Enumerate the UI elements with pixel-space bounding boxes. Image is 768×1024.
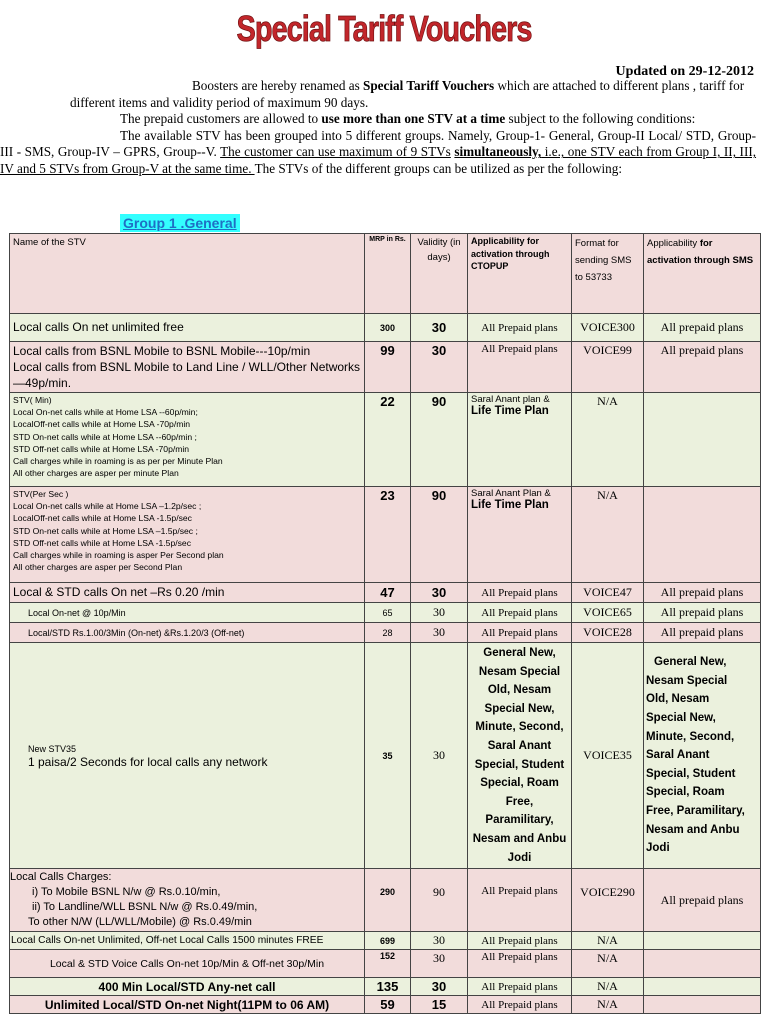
stv-validity: 30 (411, 314, 468, 342)
stv-name-line: STD On-net calls while at Home LSA –1.5p/sec ; (13, 525, 198, 536)
table-row (10, 950, 761, 978)
stv-format: N/A (572, 978, 644, 996)
stv-sms (644, 996, 761, 1014)
stv-format: N/A (572, 950, 644, 978)
stv-name-line: Call charges while in roaming is as per per Minute Plan (13, 456, 223, 467)
stv-ctopup-line: Saral Anant plan & (471, 394, 550, 405)
stv-sms: All prepaid plans (644, 342, 761, 393)
stv-format: N/A (572, 487, 644, 583)
stv-validity: 90 (411, 869, 468, 932)
stv-sms-line: Special New, (646, 712, 716, 725)
stv-name (10, 487, 365, 583)
header-sms-text: Applicability (647, 238, 700, 249)
stv-ctopup-line: Life Time Plan (471, 405, 549, 417)
stv-sms: All prepaid plans (644, 603, 761, 623)
header-format: Format for sending SMS to 53733 (572, 234, 644, 314)
table-row (10, 869, 761, 932)
stv-format: VOICE290 (572, 869, 644, 932)
intro-paragraph-1 (0, 78, 756, 111)
header-name: Name of the STV (10, 234, 365, 314)
stv-validity: 15 (411, 996, 468, 1014)
stv-name-line: Local On-net calls while at Home LSA –1.2p/sec ; (13, 501, 202, 512)
intro-paragraph-3 (0, 128, 756, 178)
stv-ctopup-line: Saral Anant (487, 739, 552, 752)
intro-text-span: subject to the following conditions: (505, 111, 696, 127)
stv-ctopup: All Prepaid plans (468, 314, 572, 342)
stv-name-line: ii) To Landline/WLL BSNL N/w @ Rs.0.49/min, (32, 901, 258, 914)
stv-mrp: 99 (365, 342, 411, 393)
stv-sms: All prepaid plans (644, 583, 761, 603)
stv-validity: 30 (411, 643, 468, 869)
stv-ctopup-line: General New, (483, 647, 556, 659)
intro-text-span: The STVs of the different groups can be utilized as per the following: (254, 160, 623, 176)
stv-name-line: STD On-net calls while at Home LSA --60p/min ; (13, 431, 197, 442)
header-sms (644, 234, 761, 314)
stv-ctopup-line: Free, (505, 795, 534, 808)
stv-table (9, 233, 761, 1014)
stv-mrp: 135 (365, 978, 411, 996)
stv-ctopup: All Prepaid plans (468, 603, 572, 623)
stv-sms-line: Saral Anant (646, 749, 710, 762)
stv-format: VOICE28 (572, 623, 644, 643)
table-row (10, 932, 761, 950)
stv-name (10, 869, 365, 932)
stv-name-line: Local On-net calls while at Home LSA --60p/min; (13, 407, 198, 418)
intro-underlined-span: i.e., one STV each from Group I, II, III, IV and 5 STVs from Group-V at the same time. (0, 144, 757, 176)
stv-sms-line: Special, Roam (646, 786, 725, 799)
stv-name-line: To other N/W (LL/WLL/Mobile) @ Rs.0.49/min (28, 916, 252, 929)
stv-name-line: 1 paisa/2 Seconds for local calls any network (28, 754, 268, 769)
stv-mrp: 35 (365, 643, 411, 869)
stv-name-line: STD Off-net calls while at Home LSA -70p/min (13, 443, 190, 454)
intro-bold-span: Special Tariff Vouchers (363, 78, 495, 93)
stv-name: Local On-net @ 10p/Min (10, 603, 365, 623)
stv-format: VOICE300 (572, 314, 644, 342)
stv-validity: 90 (411, 487, 468, 583)
stv-validity: 30 (411, 603, 468, 623)
stv-name-line: Local calls from BSNL Mobile to Land Line / WLL/Other Networks—49p/min. (13, 360, 361, 390)
stv-ctopup: All Prepaid plans (468, 583, 572, 603)
stv-validity: 30 (411, 623, 468, 643)
intro-text (0, 78, 756, 178)
table-row (10, 643, 761, 869)
stv-validity: 30 (411, 342, 468, 393)
table-row (10, 623, 761, 643)
stv-name-line: All other charges are asper per Second Plan (13, 562, 183, 573)
stv-format: VOICE35 (572, 643, 644, 869)
stv-ctopup: All Prepaid plans (468, 978, 572, 996)
stv-ctopup (468, 643, 572, 869)
stv-name (10, 342, 365, 393)
stv-ctopup-line: Nesam Special (478, 665, 561, 678)
stv-sms (644, 643, 761, 869)
stv-ctopup-line: Nesam and Anbu (472, 832, 567, 845)
stv-sms: All prepaid plans (644, 869, 761, 932)
intro-bold-span: use more than one STV at a time (321, 111, 506, 127)
stv-ctopup-line: Saral Anant Plan & (471, 488, 551, 499)
stv-mrp: 23 (365, 487, 411, 583)
stv-name: Local & STD calls On net –Rs 0.20 /min (10, 583, 365, 603)
stv-ctopup (468, 487, 572, 583)
stv-ctopup-line: Special, Student (474, 758, 565, 771)
stv-sms (644, 393, 761, 487)
stv-mrp: 59 (365, 996, 411, 1014)
stv-format: N/A (572, 996, 644, 1014)
stv-name: Local calls On net unlimited free (10, 314, 365, 342)
stv-mrp: 290 (365, 869, 411, 932)
stv-name-line: LocalOff-net calls while at Home LSA -1.5p/sec (13, 513, 192, 524)
table-row (10, 314, 761, 342)
intro-text-span: The prepaid customers are allowed to (120, 111, 322, 127)
stv-name-line: Call charges while in roaming is asper Per Second plan (13, 550, 224, 561)
header-ctopup: Applicability for activation through CTOPUP (468, 234, 572, 314)
stv-sms (644, 950, 761, 978)
header-validity: Validity (in days) (411, 234, 468, 314)
table-row (10, 603, 761, 623)
stv-ctopup-line: Special, Roam (480, 777, 559, 790)
header-sms-bold: for activation through SMS (647, 238, 754, 266)
stv-name-line: All other charges are asper per minute Plan (13, 468, 179, 479)
stv-name-line: i) To Mobile BSNL N/w @ Rs.0.10/min, (32, 886, 221, 899)
group-heading: Group 1 .General (120, 214, 240, 232)
stv-name-line: Local Calls Charges: (10, 871, 112, 884)
stv-sms (644, 978, 761, 996)
stv-ctopup: All Prepaid plans (468, 932, 572, 950)
stv-validity: 30 (411, 950, 468, 978)
table-row (10, 393, 761, 487)
stv-mrp: 28 (365, 623, 411, 643)
table-header-row (10, 234, 761, 314)
stv-validity: 90 (411, 393, 468, 487)
intro-text-span: The available STV has been grouped into 5 different groups. Namely, Group-1- General, Group-II Local/ STD, Group-III - SMS, Group-IV – GPRS, Group--V. (0, 127, 756, 160)
stv-mrp: 152 (365, 950, 411, 978)
intro-bold-span: simultaneously, (454, 144, 542, 160)
stv-ctopup-line: Minute, Second, (475, 721, 564, 734)
stv-ctopup: All Prepaid plans (468, 342, 572, 393)
stv-ctopup-line: Special New, (484, 702, 555, 715)
stv-ctopup-line: Paramilitary, (485, 814, 554, 827)
intro-underlined-span: The customer can use maximum of 9 STVs (220, 144, 451, 160)
stv-sms-line: Free, Paramilitary, (646, 805, 745, 818)
stv-ctopup (468, 393, 572, 487)
stv-name-line: STD Off-net calls while at Home LSA -1.5p/sec (13, 537, 191, 548)
stv-ctopup-line: Jodi (507, 851, 532, 864)
updated-date: Updated on 29-12-2012 (615, 64, 754, 79)
stv-name-line: New STV35 (28, 743, 77, 754)
stv-format: VOICE99 (572, 342, 644, 393)
stv-mrp: 22 (365, 393, 411, 487)
stv-sms-line: Minute, Second, (646, 730, 735, 743)
stv-validity: 30 (411, 978, 468, 996)
stv-validity: 30 (411, 583, 468, 603)
stv-name-line: STV( Min) (13, 395, 52, 405)
stv-name: Unlimited Local/STD On-net Night(11PM to 06 AM) (10, 996, 365, 1014)
stv-sms (644, 932, 761, 950)
stv-ctopup: All Prepaid plans (468, 996, 572, 1014)
intro-text-span: different items and validity period of maximum 90 days. (70, 94, 369, 110)
page-title: Special Tariff Vouchers (236, 9, 532, 50)
stv-name-line: LocalOff-net calls while at Home LSA -70p/min (13, 419, 191, 430)
stv-name: Local & STD Voice Calls On-net 10p/Min & Off-net 30p/Min (10, 950, 365, 978)
table-row (10, 487, 761, 583)
stv-sms-line: Jodi (646, 842, 670, 855)
intro-paragraph-2 (0, 111, 756, 128)
table-row (10, 583, 761, 603)
intro-text-span: which are attached to different plans , tariff for (494, 78, 745, 93)
table-row (10, 996, 761, 1014)
stv-sms-line: General New, (654, 656, 727, 669)
stv-name-line: STV(Per Sec ) (13, 489, 69, 499)
stv-ctopup-line: Life Time Plan (471, 499, 549, 511)
stv-name: Local/STD Rs.1.00/3Min (On-net) &Rs.1.20/3 (Off-net) (10, 623, 365, 643)
stv-format: VOICE65 (572, 603, 644, 623)
table-row (10, 342, 761, 393)
stv-sms-line: Nesam and Anbu (646, 823, 740, 836)
stv-mrp: 300 (365, 314, 411, 342)
stv-mrp: 47 (365, 583, 411, 603)
stv-mrp: 65 (365, 603, 411, 623)
stv-name (10, 393, 365, 487)
header-mrp: MRP in Rs. (365, 234, 411, 314)
stv-sms (644, 487, 761, 583)
stv-mrp: 699 (365, 932, 411, 950)
stv-name: 400 Min Local/STD Any-net call (10, 978, 365, 996)
stv-format: VOICE47 (572, 583, 644, 603)
stv-sms: All prepaid plans (644, 314, 761, 342)
stv-validity: 30 (411, 932, 468, 950)
stv-ctopup-line: Old, Nesam (487, 684, 552, 697)
stv-ctopup: All Prepaid plans (468, 950, 572, 978)
stv-name: Local Calls On-net Unlimited, Off-net Local Calls 1500 minutes FREE (10, 932, 365, 950)
intro-text-span: Boosters are hereby renamed as (192, 78, 363, 93)
stv-sms-line: Old, Nesam (646, 693, 710, 706)
stv-format: N/A (572, 932, 644, 950)
stv-name-line: Local calls from BSNL Mobile to BSNL Mobile---10p/min (13, 344, 311, 358)
stv-name (10, 643, 365, 869)
stv-sms-line: Nesam Special (646, 674, 728, 687)
table-row (10, 978, 761, 996)
stv-format: N/A (572, 393, 644, 487)
stv-ctopup: All Prepaid plans (468, 869, 572, 932)
stv-sms-line: Special, Student (646, 767, 736, 780)
stv-ctopup: All Prepaid plans (468, 623, 572, 643)
stv-sms: All prepaid plans (644, 623, 761, 643)
